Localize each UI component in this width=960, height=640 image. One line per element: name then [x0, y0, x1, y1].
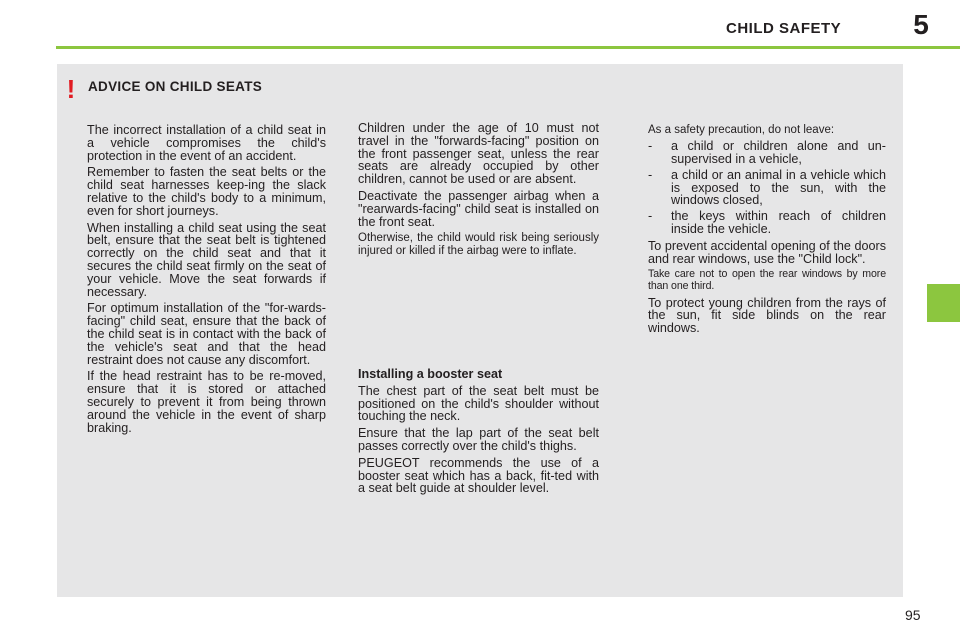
- dash-bullet: -: [648, 139, 653, 154]
- header-divider: [56, 46, 960, 49]
- list-item-text: the keys within reach of children inside the vehicle.: [671, 209, 886, 236]
- page-number: 95: [905, 607, 921, 623]
- precaution-list: [648, 140, 886, 236]
- paragraph: Ensure that the lap part of the seat belt passes correctly over the child's thighs.: [358, 426, 599, 453]
- page-header-title: CHILD SAFETY: [726, 20, 842, 37]
- list-item: [648, 140, 886, 166]
- chapter-side-tab: [927, 284, 960, 322]
- paragraph: The incorrect installation of a child seat in a vehicle compromises the child's protection in the event of an accident.: [87, 123, 326, 163]
- paragraph: To prevent accidental opening of the doors and rear windows, use the "Child lock".: [648, 238, 886, 266]
- paragraph: If the head restraint has to be re-moved, ensure that it is stored or attached securely to prevent it from being thrown around the vehicle in the event of sharp braking.: [87, 369, 326, 435]
- chapter-number: 5: [913, 9, 929, 40]
- column-2: [358, 122, 599, 261]
- paragraph: To protect young children from the rays of the sun, fit side blinds on the rear windows.: [648, 295, 886, 336]
- section-title: ADVICE ON CHILD SEATS: [88, 79, 263, 94]
- list-intro: As a safety precaution, do not leave:: [648, 124, 835, 136]
- booster-seat-heading: Installing a booster seat: [358, 367, 503, 381]
- paragraph: The chest part of the seat belt must be positioned on the child's shoulder without touching the neck.: [358, 383, 599, 424]
- paragraph: Deactivate the passenger airbag when a "rearwards-facing" child seat is installed on the front seat.: [358, 188, 599, 229]
- dash-bullet: -: [648, 209, 653, 224]
- booster-seat-section: [358, 368, 599, 499]
- paragraph: PEUGEOT recommends the use of a booster seat which has a back, fit-ted with a seat belt guide at shoulder level.: [358, 455, 599, 496]
- column-3: [648, 124, 886, 339]
- paragraph: Remember to fasten the seat belts or the child seat harnesses keep-ing the slack relative to the child's body to a minimum, even for short journeys.: [87, 165, 326, 218]
- exclamation-icon: !: [66, 74, 76, 104]
- column-1: [87, 124, 326, 438]
- list-item-text: a child or children alone and un-supervised in a vehicle,: [671, 139, 886, 166]
- paragraph: For optimum installation of the "for-wards-facing" child seat, ensure that the back of the child seat is in contact with the back of the vehicle's seat and that the head restraint does not cause any discomfort.: [87, 301, 326, 367]
- paragraph: When installing a child seat using the seat belt, ensure that the seat belt is tightened correctly on the child seat and that it secures the child seat firmly on the seat of your vehicle. Move the seat forwards if necessary.: [87, 220, 326, 299]
- dash-bullet: -: [648, 167, 653, 182]
- list-item: [648, 210, 886, 236]
- paragraph: Take care not to open the rear windows by more than one third.: [648, 268, 886, 292]
- list-item-text: a child or an animal in a vehicle which is exposed to the sun, with the windows closed,: [671, 167, 886, 208]
- list-item: [648, 169, 886, 207]
- paragraph: Otherwise, the child would risk being seriously injured or killed if the airbag were to inflate.: [358, 232, 599, 257]
- paragraph: Children under the age of 10 must not travel in the "forwards-facing" position on the front passenger seat, unless the rear seats are already occupied by other children, cannot be used or are absent.: [358, 121, 599, 187]
